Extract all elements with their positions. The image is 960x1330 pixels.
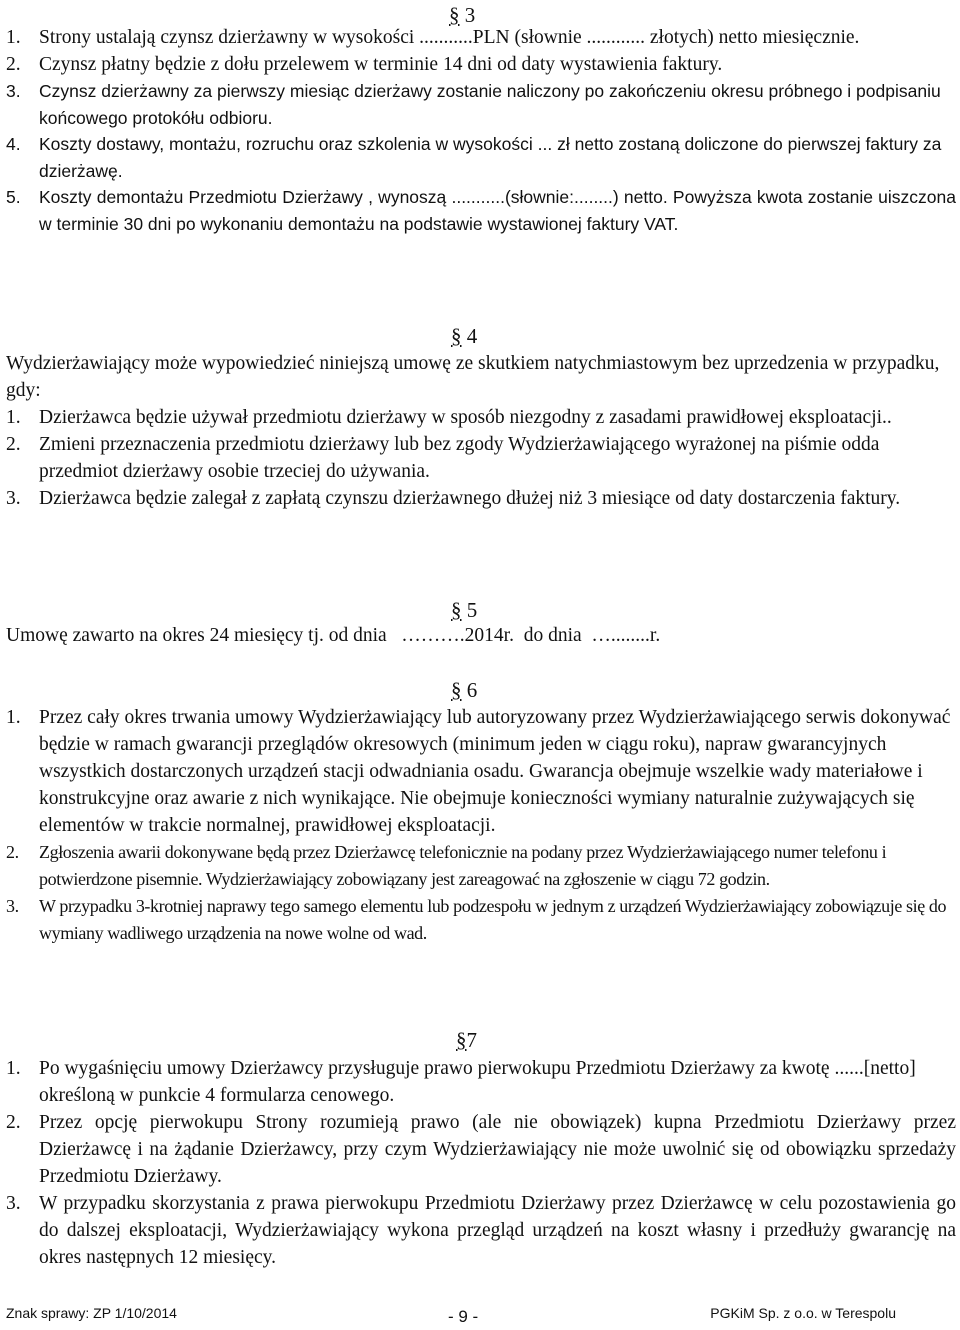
item-text: Przez cały okres trwania umowy Wydzierżawiający lub autoryzowany przez Wydzierżawiającego serwis dokonywać będzie w ramach gwarancji przeglądów okresowych (minimum jeden w ciągu roku), napraw gwarancyjnych wszystkich dostarczonych urządzeń stacji odwadniania osadu. Gwarancja obejmuje wszelkie wady materiałowe i konstrukcyjne oraz awarie z nich wynikające. Nie obejmuje konieczności wymiany naturalnie zużywających się elementów w trakcie normalnej, prawidłowej eksploatacji. [39,707,951,836]
item-text: W przypadku skorzystania z prawa pierwokupu Przedmiotu Dzierżawy przez Dzierżawcę w celu pozostawienia go do dalszej eksploatacji, Wydzierżawiający wykona przegląd urządzeń na koszt własny i przedłuży gwarancję na okres następnych 12 miesięcy. [39,1193,956,1268]
item-text: Strony ustalają czynsz dzierżawny w wysokości ...........PLN (słownie ............ złotych) netto miesięcznie. [39,27,860,48]
list-item [6,78,956,131]
item-text: Przez opcję pierwokupu Strony rozumieją prawo (ale nie obowiązek) kupna Przedmiotu Dzierżawy przez Dzierżawcę i na żądanie Dzierżawcy, przy czym Wydzierżawiający nie może uwolnić się od obowiązku sprzedaży Przedmiotu Dzierżawy. [39,1112,956,1187]
item-number: 2. [6,842,19,862]
item-number: 1. [6,27,21,48]
item-number: 3. [6,81,21,101]
item-text: Po wygaśnięciu umowy Dzierżawcy przysługuje prawo pierwokupu Przedmiotu Dzierżawy za kwotę ......[netto] określoną w punkcie 4 formularza cenowego. [39,1058,916,1106]
section-heading-7 [456,1027,477,1053]
section-intro: Wydzierżawiający może wypowiedzieć niniejszą umowę ze skutkiem natychmiastowym bez uprzedzenia w przypadku, gdy: [6,353,940,401]
section-4-list [6,350,956,512]
contract-period-text: Umowę zawarto na okres 24 miesięcy tj. od dnia ……….2014r. do dnia …........r. [6,625,661,646]
footer-page-number: - 9 - [448,1307,479,1326]
section-heading-6 [451,677,477,703]
item-number: 2. [6,1112,21,1133]
section-number: 3 [464,3,476,27]
section-3-list [6,24,956,237]
section-symbol: § [451,598,462,622]
section-number: 5 [466,598,478,622]
section-heading-4 [451,323,477,349]
section-5-text [6,622,956,649]
list-item [6,131,956,184]
item-text: Dzierżawca będzie używał przedmiotu dzierżawy w sposób niezgodny z zasadami prawidłowej eksploatacji.. [39,407,892,428]
item-text: Dzierżawca będzie zalegał z zapłatą czynszu dzierżawnego dłużej niż 3 miesiące od daty dostarczenia faktury. [39,488,901,509]
item-number: 5. [6,187,21,207]
section-6-list [6,704,956,947]
list-item [6,184,956,237]
section-heading-5 [451,597,477,623]
footer-company: PGKiM Sp. z o.o. w Terespolu [710,1305,896,1321]
item-number: 2. [6,54,21,75]
item-number: 3. [6,896,19,916]
item-text: Zgłoszenia awarii dokonywane będą przez Dzierżawcę telefonicznie na podany przez Wydzierżawiającego numer telefonu i potwierdzone pisemnie. Wydzierżawiający zobowiązany jest zareagować na zgłoszenie w ciągu 72 godzin. [39,842,887,889]
section-symbol: § [456,1028,467,1052]
item-number: 1. [6,407,21,428]
section-number: 6 [466,678,478,702]
section-symbol: § [451,324,462,348]
item-text: Zmieni przeznaczenia przedmiotu dzierżawy lub bez zgody Wydzierżawiającego wyrażonej na piśmie odda przedmiot dzierżawy osobie trzeciej do używania. [39,434,880,482]
item-number: 2. [6,434,21,455]
list-item [6,839,956,893]
section-number: 4 [466,324,478,348]
list-item [6,1190,956,1271]
item-text: Koszty dostawy, montażu, rozruchu oraz szkolenia w wysokości ... zł netto zostaną doliczone do pierwszej faktury za dzierżawę. [39,134,942,181]
section-number: 7 [466,1028,477,1052]
section-7-list [6,1055,956,1271]
item-number: 3. [6,1193,21,1214]
list-item [6,893,956,947]
item-text: Koszty demontażu Przedmiotu Dzierżawy , wynoszą ...........(słownie:........) netto. Powyższa kwota zostanie uiszczona w terminie 30 dni po wykonaniu demontażu na podstawie wystawionej faktury VAT. [39,187,956,234]
item-text: Czynsz płatny będzie z dołu przelewem w terminie 14 dni od daty wystawienia faktury. [39,54,723,75]
item-number: 1. [6,1058,21,1079]
item-text: Czynsz dzierżawny za pierwszy miesiąc dzierżawy zostanie naliczony po zakończeniu okresu próbnego i podpisaniu końcowego protokółu odbioru. [39,81,941,128]
list-item [6,431,956,485]
item-number: 3. [6,488,21,509]
section-symbol: § [449,3,460,27]
list-item [6,704,956,839]
list-item [6,1055,956,1109]
item-number: 4. [6,134,21,154]
list-item [6,485,956,512]
list-item [6,51,956,78]
list-item [6,404,956,431]
footer-case-number: Znak sprawy: ZP 1/10/2014 [6,1305,177,1321]
list-item [6,1109,956,1190]
item-text: W przypadku 3-krotniej naprawy tego samego elementu lub podzespołu w jednym z urządzeń Wydzierżawiający zobowiązuje się do wymiany wadliwego urządzenia na nowe wolne od wad. [39,896,947,943]
section-symbol: § [451,678,462,702]
list-item [6,24,956,51]
item-number: 1. [6,707,21,728]
